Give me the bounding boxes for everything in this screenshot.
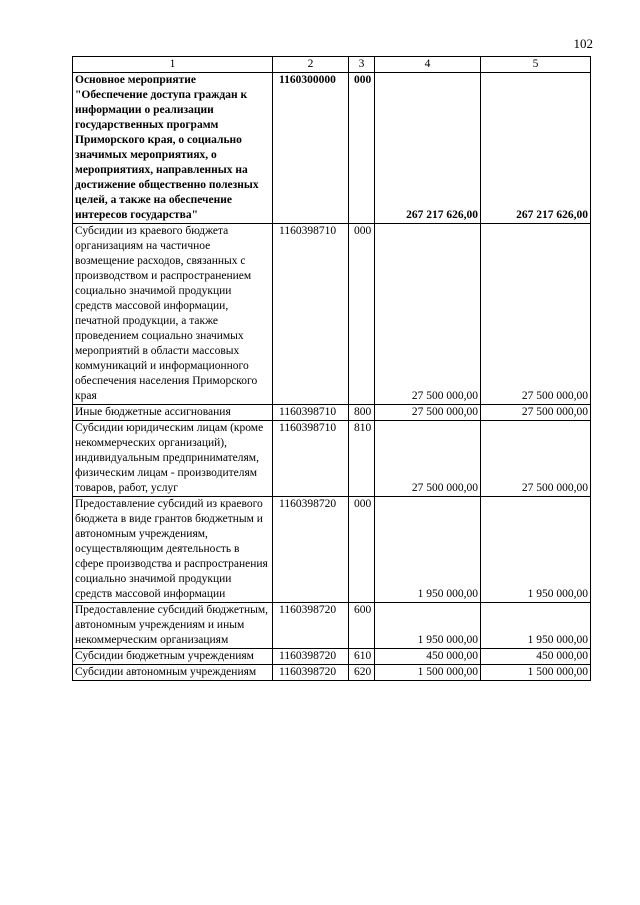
row-expense-type: 800 <box>349 405 375 421</box>
row-name: Предоставление субсидий бюджетным, автономным учреждениям и иным некоммерческим организациям <box>73 603 273 649</box>
header-col-3: 3 <box>349 57 375 73</box>
row-amount-col4: 267 217 626,00 <box>375 73 481 224</box>
row-name: Субсидии из краевого бюджета организациям на частичное возмещение расходов, связанных с производством и распространением социально значимой продукции средств массовой информации, печатной продукции, а также проведением социально значимых мероприятий в области массовых коммуникаций и информационного обеспечения населения Приморского края <box>73 224 273 405</box>
row-amount-col5: 267 217 626,00 <box>481 73 591 224</box>
row-expense-type: 000 <box>349 73 375 224</box>
page-number: 102 <box>573 36 593 51</box>
header-col-1: 1 <box>73 57 273 73</box>
row-target-code: 1160398720 <box>273 649 349 665</box>
row-name: Предоставление субсидий из краевого бюджета в виде грантов бюджетным и автономным учреждениям, осуществляющим деятельность в сфере производства и распространения социально значимой продукции средств массовой информации <box>73 497 273 603</box>
row-amount-col5: 27 500 000,00 <box>481 224 591 405</box>
row-name: Субсидии автономным учреждениям <box>73 665 273 681</box>
row-target-code: 1160300000 <box>273 73 349 224</box>
row-expense-type: 620 <box>349 665 375 681</box>
header-col-4: 4 <box>375 57 481 73</box>
table-row <box>73 665 591 681</box>
header-row <box>73 57 591 73</box>
header-col-2: 2 <box>273 57 349 73</box>
row-expense-type: 000 <box>349 497 375 603</box>
table-row <box>73 603 591 649</box>
row-target-code: 1160398720 <box>273 665 349 681</box>
row-amount-col5: 27 500 000,00 <box>481 405 591 421</box>
row-amount-col5: 1 500 000,00 <box>481 665 591 681</box>
row-amount-col5: 27 500 000,00 <box>481 421 591 497</box>
row-expense-type: 810 <box>349 421 375 497</box>
row-expense-type: 610 <box>349 649 375 665</box>
row-amount-col4: 27 500 000,00 <box>375 405 481 421</box>
row-target-code: 1160398720 <box>273 603 349 649</box>
table-row <box>73 421 591 497</box>
row-amount-col5: 1 950 000,00 <box>481 497 591 603</box>
table-row <box>73 649 591 665</box>
header-col-5: 5 <box>481 57 591 73</box>
row-amount-col4: 450 000,00 <box>375 649 481 665</box>
row-expense-type: 000 <box>349 224 375 405</box>
row-target-code: 1160398710 <box>273 224 349 405</box>
row-name: Основное мероприятие "Обеспечение доступа граждан к информации о реализации государственных программ Приморского края, о социально значимых мероприятиях, о мероприятиях, направленных на достижение общественно полезных целей, а также на обеспечение интересов государства" <box>73 73 273 224</box>
row-name: Иные бюджетные ассигнования <box>73 405 273 421</box>
row-amount-col5: 450 000,00 <box>481 649 591 665</box>
row-amount-col4: 1 950 000,00 <box>375 603 481 649</box>
budget-table <box>72 56 591 681</box>
row-amount-col5: 1 950 000,00 <box>481 603 591 649</box>
table-row <box>73 224 591 405</box>
row-amount-col4: 27 500 000,00 <box>375 421 481 497</box>
row-amount-col4: 27 500 000,00 <box>375 224 481 405</box>
row-target-code: 1160398710 <box>273 405 349 421</box>
row-amount-col4: 1 500 000,00 <box>375 665 481 681</box>
table-row <box>73 73 591 224</box>
row-amount-col4: 1 950 000,00 <box>375 497 481 603</box>
table-row <box>73 497 591 603</box>
row-target-code: 1160398720 <box>273 497 349 603</box>
row-name: Субсидии юридическим лицам (кроме некоммерческих организаций), индивидуальным предпринимателям, физическим лицам - производителям товаров, работ, услуг <box>73 421 273 497</box>
table-row <box>73 405 591 421</box>
budget-table-body <box>73 57 591 681</box>
row-target-code: 1160398710 <box>273 421 349 497</box>
row-expense-type: 600 <box>349 603 375 649</box>
row-name: Субсидии бюджетным учреждениям <box>73 649 273 665</box>
